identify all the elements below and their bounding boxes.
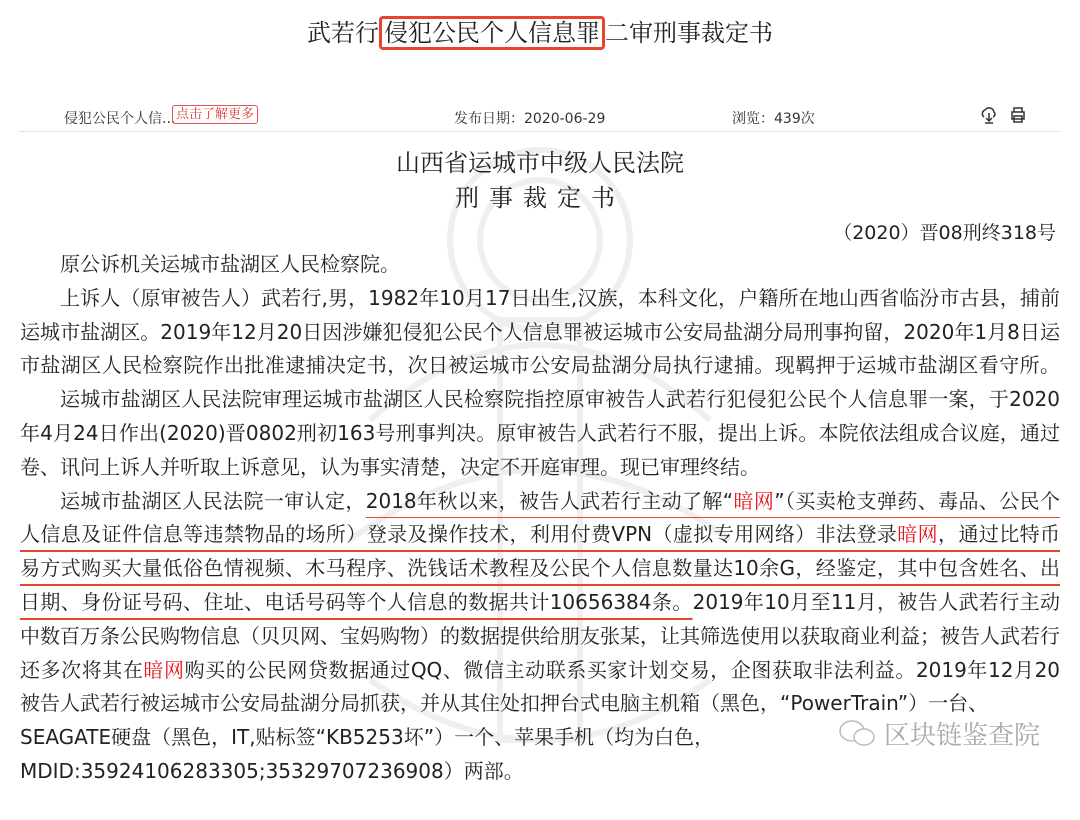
- text-line: [20, 417, 1060, 451]
- wechat-watermark: [838, 715, 1040, 752]
- text-segment: 2019年10月至11月，被告人武若行主动: [692, 589, 1060, 614]
- court-name: 山西省运城市中级人民法院: [396, 149, 684, 177]
- underlined-text: 人信息及证件信息等违禁物品的场所）登录及操作技术，利用付费VPN（虚拟专用网络）非法登录: [20, 522, 898, 547]
- text-line: [20, 755, 1060, 789]
- publish-date: 发布日期：2020-06-29: [454, 111, 606, 127]
- text-segment: 原公诉机关运城市盐湖区人民检察院。: [60, 252, 400, 276]
- divider: [20, 131, 1060, 132]
- text-segment: 市盐湖区人民检察院作出批准逮捕决定书，次日被运城市公安局盐湖分局执行逮捕。现羁押于运城市盐湖区看守所。: [20, 353, 1060, 378]
- learn-more-button[interactable]: 点击了解更多: [172, 105, 258, 124]
- highlighted-term: 暗网: [143, 657, 185, 682]
- title-highlighted-charge: 侵犯公民个人信息罪: [379, 16, 605, 50]
- underlined-text: 2018年秋以来，被告人武若行主动了解“: [365, 488, 734, 513]
- highlighted-term: 暗网: [733, 488, 775, 513]
- underlined-text: ”（买卖枪支弹药、毒品、公民个: [774, 488, 1060, 513]
- text-line: [20, 451, 1060, 485]
- document-body: [20, 248, 1060, 789]
- document-type: 刑事裁定书: [455, 184, 625, 212]
- page-title: [0, 14, 1080, 52]
- text-line: [20, 620, 1060, 654]
- case-number: （2020）晋08刑终318号: [833, 222, 1056, 244]
- text-segment: 运城市盐湖区。2019年12月20日因涉嫌犯侵犯公民个人信息罪被运城市公安局盐湖分局刑事拘留，2020年1月8日运: [20, 319, 1060, 344]
- underlined-text: 易方式购买大量低俗色情视频、木马程序、洗钱话术教程及公民个人信息数量达10余G，经鉴定，其中包含姓名、出: [20, 556, 1060, 581]
- text-segment: 运城市盐湖区人民法院审理运城市盐湖区人民检察院指控原审被告人武若行犯侵犯公民个人信息罪一案，于2020: [60, 387, 1060, 412]
- view-count: 浏览：439次: [732, 111, 815, 127]
- text-segment: 被告人武若行被运城市公安局盐湖分局抓获，并从其住处扣押台式电脑主机箱（黑色，“PowerTrain”）一台、: [20, 691, 989, 716]
- text-segment: 中数百万条公民购物信息（贝贝网、宝妈购物）的数据提供给朋友张某，让其筛选使用以获取商业利益；被告人武若行: [20, 623, 1060, 648]
- text-line: [20, 485, 1060, 519]
- text-segment: 卷、讯问上诉人并听取上诉意见，认为事实清楚，决定不开庭审理。现已审理终结。: [20, 454, 760, 479]
- breadcrumb[interactable]: 侵犯公民个人信...: [64, 111, 176, 127]
- text-line: [20, 316, 1060, 350]
- title-suffix: 二审刑事裁定书: [605, 19, 773, 47]
- underlined-text: ，通过比特币: [938, 522, 1060, 547]
- brand-name: 区块链鉴查院: [884, 721, 1041, 751]
- wechat-icon: [838, 719, 878, 749]
- text-segment: 上诉人（原审被告人）武若行,男，1982年10月17日出生,汉族，本科文化，户籍所在地山西省临汾市古县，捕前: [60, 285, 1060, 310]
- text-segment: 还多次将其在: [20, 657, 144, 682]
- meta-bar: [0, 105, 1080, 129]
- title-defendant: 武若行: [307, 19, 379, 47]
- text-segment: MDID:35924106283305;35329707236908）两部。: [20, 758, 524, 783]
- text-segment: 运城市盐湖区人民法院一审认定，: [60, 488, 366, 513]
- text-line: [20, 383, 1060, 417]
- text-line: [20, 654, 1060, 688]
- text-line: [20, 552, 1060, 586]
- text-line: [20, 282, 1060, 316]
- text-line: [20, 248, 1060, 282]
- download-icon[interactable]: [980, 106, 998, 124]
- highlighted-term: 暗网: [897, 522, 939, 547]
- text-line: [20, 518, 1060, 552]
- text-line: [20, 349, 1060, 383]
- text-segment: 购买的公民网贷数据通过QQ、微信主动联系买家计划交易，企图获取非法利益。2019年12月20: [184, 657, 1060, 682]
- text-segment: SEAGATE硬盘（黑色，IT,贴标签“KB5253坏”）一个、苹果手机（均为白色，: [20, 725, 715, 750]
- text-segment: 年4月24日作出(2020)晋0802刑初163号刑事判决。原审被告人武若行不服，提出上诉。本院依法组成合议庭，通过: [20, 420, 1060, 445]
- print-icon[interactable]: [1009, 106, 1027, 124]
- text-line: [20, 586, 1060, 620]
- underlined-text: 日期、身份证号码、住址、电话号码等个人信息的数据共计10656384条。: [20, 589, 693, 614]
